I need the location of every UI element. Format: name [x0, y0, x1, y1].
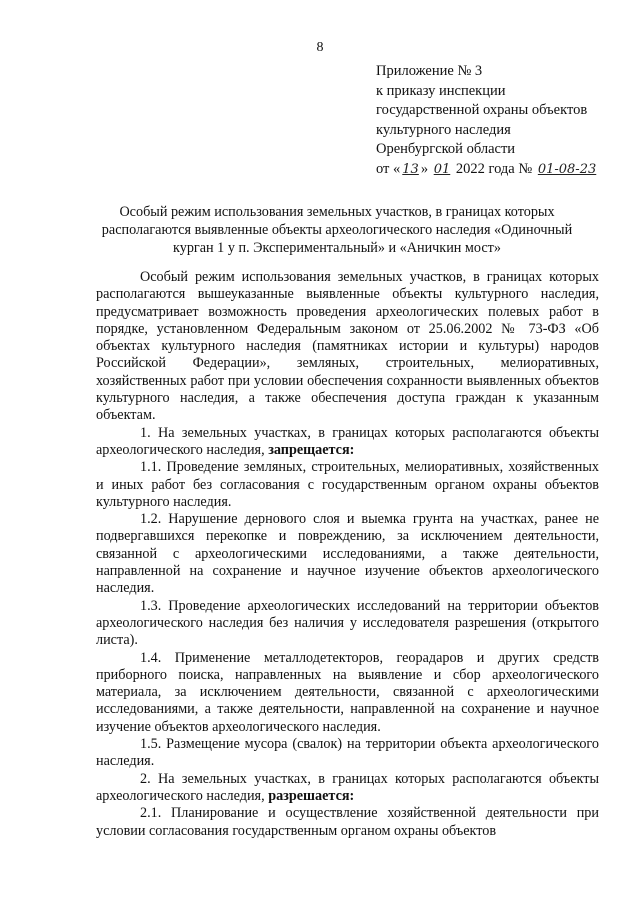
item-1-4: 1.4. Применение металлодетекторов, георадаров и других средств приборного поиска, направленных на выявление и сбор археологического материала, за исключением деятельности, связанной с археологическими исследованиями, а также деятельности, направленной на сохранение и научное изучение объектов археологического наследия.: [96, 649, 599, 735]
item-1-5: 1.5. Размещение мусора (свалок) на территории объекта археологического наследия.: [96, 736, 599, 770]
handwritten-day: 13: [402, 161, 419, 177]
date-separator: »: [420, 160, 432, 177]
handwritten-month: 01: [433, 161, 451, 177]
appendix-line: государственной охраны объектов: [376, 102, 588, 118]
date-prefix: от «: [376, 160, 401, 177]
document-body: [96, 269, 599, 840]
item-1-1: 1.1. Проведение земляных, строительных, мелиоративных, хозяйственных и иных работ без согласования с государственным органом охраны объектов культурного наследия.: [96, 459, 599, 510]
item-2-1: 2.1. Планирование и осуществление хозяйственной деятельности при условии согласования государственным органом охраны объектов: [96, 805, 599, 839]
appendix-line: Оренбургской области: [376, 141, 516, 157]
date-middle: 2022 года №: [452, 160, 536, 177]
section-1-heading: [96, 425, 599, 460]
intro-paragraph: Особый режим использования земельных участков, в границах которых располагаются вышеуказанные выявленные объекты культурного наследия, предусматривает возможность проведения археологических полевых работ в порядке, установленном Федеральным законом от 25.06.2002 № 73-ФЗ «Об объектах культурного наследия (памятниках истории и культуры) народов Российской Федерации», земляных, строительных, мелиоративных, хозяйственных работ при условии обеспечения сохранности выявленных объектов культурного наследия, а также обеспечения доступа граждан к указанным объектам.: [96, 269, 599, 424]
item-1-3: 1.3. Проведение археологических исследований на территории объектов археологического наследия без наличия у исследователя разрешения (открытого листа).: [96, 597, 599, 649]
item-1-2: 1.2. Нарушение дернового слоя и выемка грунта на участках, ранее не подвергавшихся перекопке и повреждению, за исключением деятельности, связанной с археологическими исследованиями, а также деятельности, направленной на сохранение и научное изучение объектов археологического наследия.: [96, 511, 599, 597]
appendix-header: [376, 62, 626, 179]
appendix-line: к приказу инспекции: [376, 82, 506, 99]
page-number: 8: [316, 40, 324, 55]
section-1-text: 1. На земельных участках, в границах которых располагаются объекты археологического наследия,: [96, 424, 599, 458]
section-2-heading: [96, 771, 599, 806]
appendix-date-line: [376, 160, 626, 180]
handwritten-order-number: 01-08-23: [537, 161, 597, 177]
section-2-bold: разрешается:: [268, 787, 355, 804]
document-title: Особый режим использования земельных участков, в границах которых располагаются выявленные объекты археологического наследия «Одиночный курган 1 у п. Экспериментальный» и «Аничкин мост»: [101, 204, 573, 256]
appendix-line: культурного наследия: [376, 121, 511, 138]
section-2-text: 2. На земельных участках, в границах которых располагаются объекты археологического наследия,: [96, 770, 599, 804]
section-1-bold: запрещается:: [268, 441, 355, 458]
appendix-line: Приложение № 3: [376, 63, 483, 79]
